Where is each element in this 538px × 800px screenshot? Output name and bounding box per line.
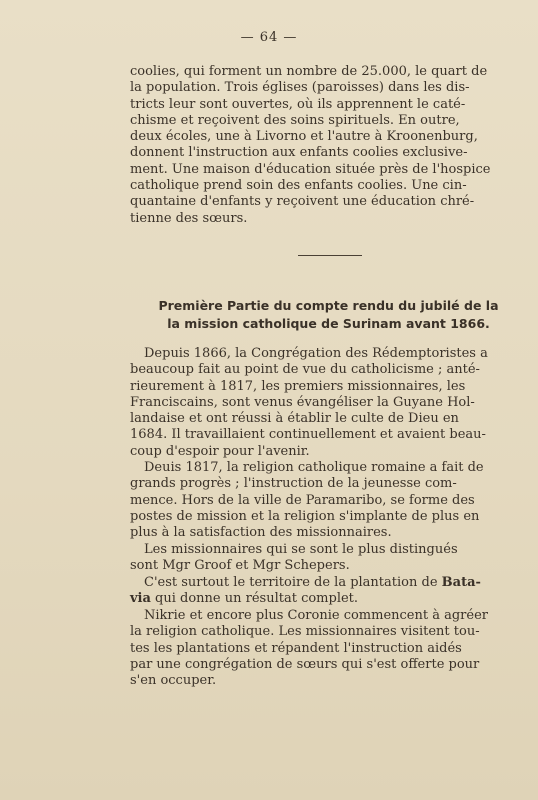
bold-plantation-name: via bbox=[130, 591, 151, 607]
text-line: coup d'espoir pour l'avenir. bbox=[130, 443, 310, 459]
text-line: deux écoles, une à Livorno et l'autre à Kroonenburg, bbox=[130, 129, 478, 145]
text-line: sont Mgr Groof et Mgr Schepers. bbox=[130, 558, 350, 574]
text-line: rieurement à 1817, les premiers missionnaires, les bbox=[130, 378, 466, 394]
body-paragraph-2 bbox=[130, 460, 527, 541]
text-line bbox=[130, 591, 527, 607]
text-line: landaise et ont réussi à établir le culte de Dieu en bbox=[130, 411, 459, 427]
text-line: mence. Hors de la ville de Paramaribo, se forme des bbox=[130, 492, 475, 508]
text-line: Franciscains, sont venus évangéliser la Guyane Hol- bbox=[130, 394, 475, 410]
text-line: Deuis 1817, la religion catholique romaine a fait de bbox=[144, 460, 484, 475]
text-line: plus à la satisfaction des missionnaires. bbox=[130, 525, 392, 541]
text-run: C'est surtout le territoire de la plantation de bbox=[144, 575, 442, 590]
bold-plantation-name: Bata- bbox=[441, 575, 481, 590]
page-number: — 64 — bbox=[240, 30, 298, 45]
text-line: postes de mission et la religion s'implante de plus en bbox=[130, 508, 480, 524]
text-line: la population. Trois églises (paroisses) dans les dis- bbox=[130, 80, 470, 96]
text-line: chisme et reçoivent des soins spirituels. En outre, bbox=[130, 112, 460, 128]
text-line: quantaine d'enfants y reçoivent une éducation chré- bbox=[130, 194, 475, 210]
heading-line: Première Partie du compte rendu du jubilé de la bbox=[158, 298, 499, 313]
text-line: beaucoup fait au point de vue du catholicisme ; anté- bbox=[130, 362, 480, 378]
text-line: ment. Une maison d'éducation située près de l'hospice bbox=[130, 161, 491, 177]
text-line: tricts leur sont ouvertes, où ils apprennent le caté- bbox=[130, 96, 466, 112]
text-line: tes les plantations et répandent l'instruction aidés bbox=[130, 640, 462, 656]
text-line: Nikrie et encore plus Coronie commencent à agréer bbox=[144, 608, 488, 623]
text-line: Depuis 1866, la Congrégation des Rédemptoristes a bbox=[144, 346, 488, 361]
text-line: donnent l'instruction aux enfants coolies exclusive- bbox=[130, 145, 468, 161]
section-heading bbox=[130, 297, 527, 333]
text-line: coolies, qui forment un nombre de 25.000, le quart de bbox=[130, 64, 488, 79]
text-line: tienne des sœurs. bbox=[130, 210, 248, 226]
text-line bbox=[130, 575, 527, 591]
body-paragraph-4 bbox=[130, 575, 527, 608]
body-paragraph-3 bbox=[130, 542, 527, 575]
text-line: grands progrès ; l'instruction de la jeunesse com- bbox=[130, 476, 457, 492]
text-line: Les missionnaires qui se sont le plus distingués bbox=[144, 542, 458, 557]
text-run: qui donne un résultat complet. bbox=[150, 591, 359, 607]
text-line: s'en occuper. bbox=[130, 673, 217, 689]
text-line: la religion catholique. Les missionnaires visitent tou- bbox=[130, 624, 480, 640]
section-divider bbox=[298, 255, 362, 256]
text-line: catholique prend soin des enfants coolies. Une cin- bbox=[130, 178, 467, 194]
body-paragraph-1 bbox=[130, 346, 527, 460]
body-paragraph-5 bbox=[130, 608, 527, 689]
heading-line: la mission catholique de Surinam avant 1866. bbox=[167, 316, 490, 331]
top-paragraph bbox=[130, 64, 527, 227]
text-line: 1684. Il travaillaient continuellement et avaient beau- bbox=[130, 427, 486, 443]
text-line: par une congrégation de sœurs qui s'est offerte pour bbox=[130, 656, 480, 672]
